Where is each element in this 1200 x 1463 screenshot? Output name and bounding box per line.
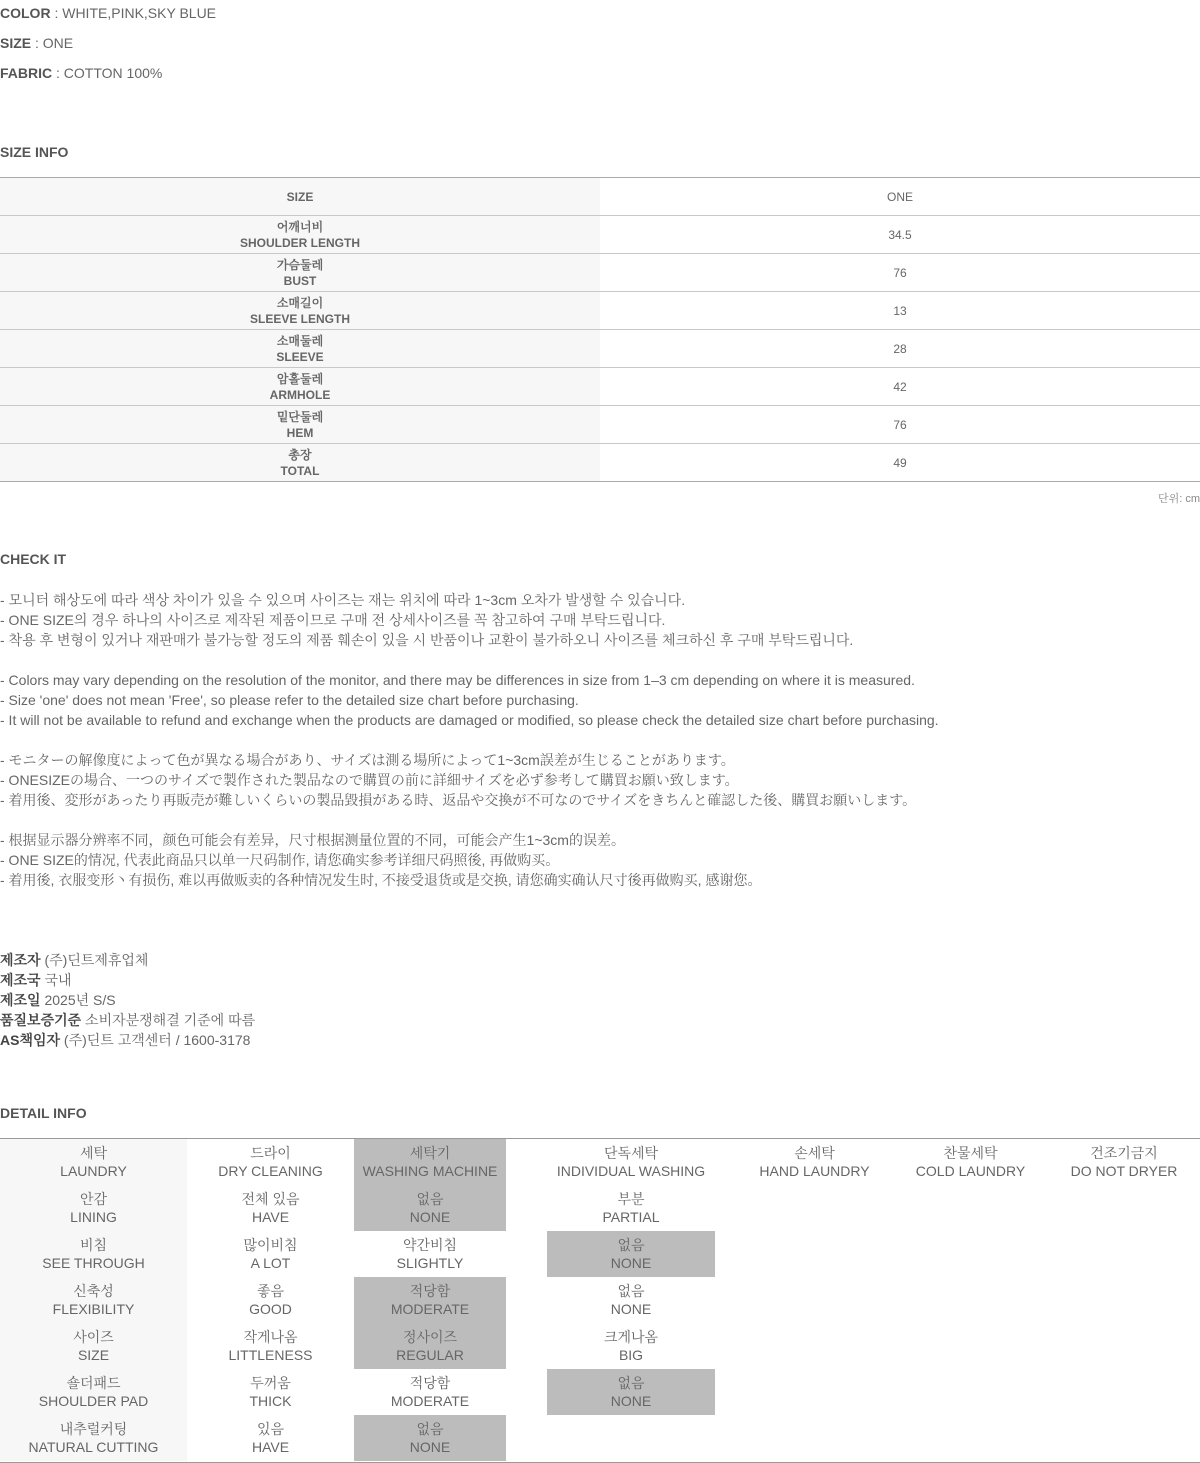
detail-option-ko: 많이비침 xyxy=(243,1237,298,1253)
measure-value: 34.5 xyxy=(600,216,1200,254)
table-row xyxy=(0,444,1200,482)
detail-option-ko: 있음 xyxy=(256,1421,285,1437)
detail-option-en: HAVE xyxy=(251,1209,290,1225)
check-it-title: CHECK IT xyxy=(0,551,67,567)
note-line: - It will not be available to refund and exchange when the products are damaged or modified, so please check the detailed size chart before purchasing. xyxy=(0,712,939,728)
detail-option-en: THICK xyxy=(249,1393,292,1409)
notes-korean xyxy=(0,590,939,650)
detail-option-en: GOOD xyxy=(249,1301,292,1317)
detail-option-en: HAND LAUNDRY xyxy=(759,1163,870,1179)
detail-label-en: SHOULDER PAD xyxy=(38,1393,149,1409)
measure-label-en: ARMHOLE xyxy=(269,387,331,402)
detail-row xyxy=(0,1139,1200,1185)
maker-row: 품질보증기준 소비자분쟁해결 기준에 따름 xyxy=(0,1012,256,1028)
detail-option-en: NONE xyxy=(409,1439,451,1455)
measure-label-en: TOTAL xyxy=(280,463,320,478)
detail-option-ko: 적당함 xyxy=(409,1283,451,1299)
detail-option-en: NONE xyxy=(610,1393,652,1409)
detail-row xyxy=(0,1323,1200,1369)
table-row xyxy=(0,330,1200,368)
detail-option-en: LITTLENESS xyxy=(228,1347,313,1363)
detail-option-en: DRY CLEANING xyxy=(218,1163,323,1179)
detail-option-ko: 건조기금지 xyxy=(1090,1145,1158,1161)
detail-option-ko: 손세탁 xyxy=(794,1145,835,1161)
detail-label-en: LINING xyxy=(70,1209,117,1225)
detail-option-ko: 찬물세탁 xyxy=(943,1145,998,1161)
detail-option xyxy=(187,1277,354,1323)
detail-option xyxy=(187,1185,354,1231)
measure-label-en: HEM xyxy=(286,425,314,440)
table-row xyxy=(0,254,1200,292)
table-row xyxy=(0,368,1200,406)
detail-option-ko: 없음 xyxy=(617,1283,645,1299)
detail-option-selected xyxy=(354,1185,506,1231)
detail-option xyxy=(547,1185,715,1231)
detail-option-ko: 작게나옴 xyxy=(243,1329,298,1345)
detail-option-ko: 약간비침 xyxy=(402,1237,458,1253)
measure-label xyxy=(0,330,600,368)
detail-option xyxy=(547,1323,715,1369)
note-line: - 根据显示器分辨率不同，颜色可能会有差异，尺寸根据测量位置的不同，可能会产生1~3cm的误差。 xyxy=(0,832,625,848)
detail-option xyxy=(187,1323,354,1369)
note-line: - 着用後, 衣服变形丶有损伤, 难以再做贩卖的各种情况发生时, 不接受退货或是交换, 请您确实确认尺寸後再做购买, 感谢您。 xyxy=(0,872,762,888)
detail-row xyxy=(0,1185,1200,1231)
detail-option-selected xyxy=(354,1277,506,1323)
detail-option xyxy=(547,1139,715,1185)
measure-label-ko: 소매둘레 xyxy=(276,333,324,348)
detail-row-label xyxy=(0,1231,187,1277)
detail-option-ko: 두꺼움 xyxy=(250,1375,291,1391)
detail-row-label xyxy=(0,1139,187,1185)
detail-label-ko: 사이즈 xyxy=(73,1329,114,1345)
detail-option-en: COLD LAUNDRY xyxy=(915,1163,1026,1179)
detail-option-en: MODERATE xyxy=(390,1301,470,1317)
measure-label-ko: 암홀둘레 xyxy=(276,371,324,386)
measure-value: 49 xyxy=(600,444,1200,482)
detail-option xyxy=(893,1139,1048,1185)
table-row xyxy=(0,292,1200,330)
detail-label-ko: 비침 xyxy=(79,1237,108,1253)
detail-option-ko: 단독세탁 xyxy=(603,1145,659,1161)
detail-label-en: SEE THROUGH xyxy=(42,1255,145,1271)
measure-label xyxy=(0,444,600,482)
detail-row xyxy=(0,1369,1200,1415)
note-line: - ONE SIZE的情况, 代表此商品只以单一尺码制作, 请您确实参考详细尺码照後, 再做购买。 xyxy=(0,852,560,868)
detail-row-label xyxy=(0,1185,187,1231)
maker-row: 제조국 국내 xyxy=(0,972,72,988)
detail-row-label xyxy=(0,1369,187,1415)
detail-option xyxy=(354,1231,506,1277)
detail-row-label xyxy=(0,1323,187,1369)
detail-info-grid xyxy=(0,1138,1200,1463)
measure-label-ko: 어깨너비 xyxy=(276,219,324,234)
notes-japanese xyxy=(0,750,939,810)
detail-label-en: FLEXIBILITY xyxy=(52,1301,135,1317)
detail-option-en: SLIGHTLY xyxy=(396,1255,464,1271)
note-line: - 모니터 해상도에 따라 색상 차이가 있을 수 있으며 사이즈는 재는 위치에 따라 1~3cm 오차가 발생할 수 있습니다. xyxy=(0,592,686,608)
detail-option-en: A LOT xyxy=(250,1255,291,1271)
detail-option-selected xyxy=(354,1323,506,1369)
spec-color: COLOR : WHITE,PINK,SKY BLUE xyxy=(0,5,217,21)
note-line: - Size 'one' does not mean 'Free', so please refer to the detailed size chart before purchasing. xyxy=(0,692,579,708)
table-row xyxy=(0,216,1200,254)
detail-option-ko: 크게나옴 xyxy=(603,1329,659,1345)
detail-label-en: SIZE xyxy=(77,1347,110,1363)
measure-label-ko: 가슴둘레 xyxy=(276,257,324,272)
measure-label-ko: 소매길이 xyxy=(276,295,324,310)
notes-chinese xyxy=(0,830,939,890)
detail-option xyxy=(547,1277,715,1323)
detail-option-en: NONE xyxy=(409,1209,451,1225)
maker-row: AS책임자 (주)딘트 고객센터 / 1600-3178 xyxy=(0,1032,251,1048)
detail-option-ko: 적당함 xyxy=(409,1375,451,1391)
note-line: - ONESIZEの場合、一つのサイズで製作された製品なので購買の前に詳細サイズを必ず参考して購買お願い致します。 xyxy=(0,772,739,788)
spec-size: SIZE : ONE xyxy=(0,35,74,51)
table-row xyxy=(0,406,1200,444)
detail-option-ko: 부분 xyxy=(617,1191,645,1207)
note-line: - モニターの解像度によって色が異なる場合があり、サイズは測る場所によって1~3cm誤差が生じることがあります。 xyxy=(0,752,735,768)
measure-value: 42 xyxy=(600,368,1200,406)
detail-option-ko: 정사이즈 xyxy=(402,1329,458,1345)
detail-option-en: PARTIAL xyxy=(602,1209,660,1225)
measure-value: 13 xyxy=(600,292,1200,330)
detail-option-en: INDIVIDUAL WASHING xyxy=(556,1163,706,1179)
detail-option-ko: 세탁기 xyxy=(409,1145,451,1161)
detail-label-ko: 신축성 xyxy=(73,1283,114,1299)
detail-option-ko: 드라이 xyxy=(250,1145,291,1161)
note-line: - Colors may vary depending on the resolution of the monitor, and there may be differences in size from 1–3 cm depending on where it is measured. xyxy=(0,672,915,688)
detail-option-ko: 전체 있음 xyxy=(241,1191,300,1207)
detail-row xyxy=(0,1231,1200,1277)
detail-label-ko: 안감 xyxy=(79,1191,108,1207)
measure-label xyxy=(0,406,600,444)
detail-option-en: BIG xyxy=(618,1347,644,1363)
measure-label xyxy=(0,216,600,254)
size-header-label: SIZE xyxy=(0,178,600,216)
measure-label-en: BUST xyxy=(283,273,317,288)
detail-option-ko: 없음 xyxy=(617,1375,645,1391)
measure-value: 28 xyxy=(600,330,1200,368)
note-line: - 착용 후 변형이 있거나 재판매가 불가능할 정도의 제품 훼손이 있을 시 반품이나 교환이 불가하오니 사이즈를 체크하신 후 구매 부탁드립니다. xyxy=(0,632,854,648)
detail-option-ko: 없음 xyxy=(416,1421,444,1437)
measure-label xyxy=(0,368,600,406)
size-table xyxy=(0,177,1200,482)
detail-info-title: DETAIL INFO xyxy=(0,1105,87,1121)
detail-option xyxy=(354,1369,506,1415)
detail-row xyxy=(0,1277,1200,1323)
measure-label-en: SLEEVE LENGTH xyxy=(249,311,350,326)
detail-option xyxy=(187,1139,354,1185)
detail-option-en: REGULAR xyxy=(396,1347,464,1363)
measure-label-en: SLEEVE xyxy=(276,349,324,364)
detail-option-ko: 없음 xyxy=(617,1237,645,1253)
notes-english xyxy=(0,670,939,730)
detail-option-selected xyxy=(547,1369,715,1415)
measure-label-ko: 총장 xyxy=(288,447,312,462)
measure-label-ko: 밑단둘레 xyxy=(276,409,324,424)
measure-label-en: SHOULDER LENGTH xyxy=(240,235,360,250)
detail-option-en: NONE xyxy=(610,1301,652,1317)
measure-label xyxy=(0,254,600,292)
detail-option xyxy=(187,1231,354,1277)
size-table-header xyxy=(0,178,1200,216)
measure-label xyxy=(0,292,600,330)
detail-option xyxy=(187,1369,354,1415)
detail-option-selected xyxy=(354,1139,506,1185)
detail-label-en: LAUNDRY xyxy=(60,1163,127,1179)
detail-option-en: WASHING MACHINE xyxy=(362,1163,498,1179)
maker-row: 제조일 2025년 S/S xyxy=(0,992,116,1008)
detail-label-ko: 숄더패드 xyxy=(66,1375,121,1391)
spec-fabric: FABRIC : COTTON 100% xyxy=(0,65,163,81)
detail-option-ko: 좋음 xyxy=(256,1283,285,1299)
note-line: - 着用後、変形があったり再販売が難しいくらいの製品毀損がある時、返品や交換が不可なのでサイズをきちんと確認した後、購買お願いします。 xyxy=(0,792,917,808)
detail-option xyxy=(736,1139,893,1185)
detail-row-label xyxy=(0,1415,187,1461)
detail-option-ko: 없음 xyxy=(416,1191,444,1207)
detail-option xyxy=(1048,1139,1200,1185)
maker-info xyxy=(0,950,255,1050)
detail-row-label xyxy=(0,1277,187,1323)
detail-label-ko: 세탁 xyxy=(79,1145,108,1161)
detail-option-en: DO NOT DRYER xyxy=(1070,1163,1178,1179)
size-header-value: ONE xyxy=(600,178,1200,216)
maker-row: 제조자 (주)딘트제휴업체 xyxy=(0,952,149,968)
size-info-title: SIZE INFO xyxy=(0,144,69,160)
detail-label-ko: 내추럴커팅 xyxy=(59,1421,128,1437)
detail-option-selected xyxy=(547,1231,715,1277)
note-line: - ONE SIZE의 경우 하나의 사이즈로 제작된 제품이므로 구매 전 상세사이즈를 꼭 참고하여 구매 부탁드립니다. xyxy=(0,612,666,628)
measure-value: 76 xyxy=(600,254,1200,292)
check-it-notes xyxy=(0,590,939,910)
unit-note: 단위: cm xyxy=(1157,493,1200,505)
detail-option-en: HAVE xyxy=(251,1439,290,1455)
detail-label-en: NATURAL CUTTING xyxy=(28,1439,159,1455)
detail-option-selected xyxy=(354,1415,506,1461)
measure-value: 76 xyxy=(600,406,1200,444)
detail-option-en: MODERATE xyxy=(390,1393,470,1409)
detail-option xyxy=(187,1415,354,1461)
detail-row xyxy=(0,1415,1200,1461)
detail-option-en: NONE xyxy=(610,1255,652,1271)
